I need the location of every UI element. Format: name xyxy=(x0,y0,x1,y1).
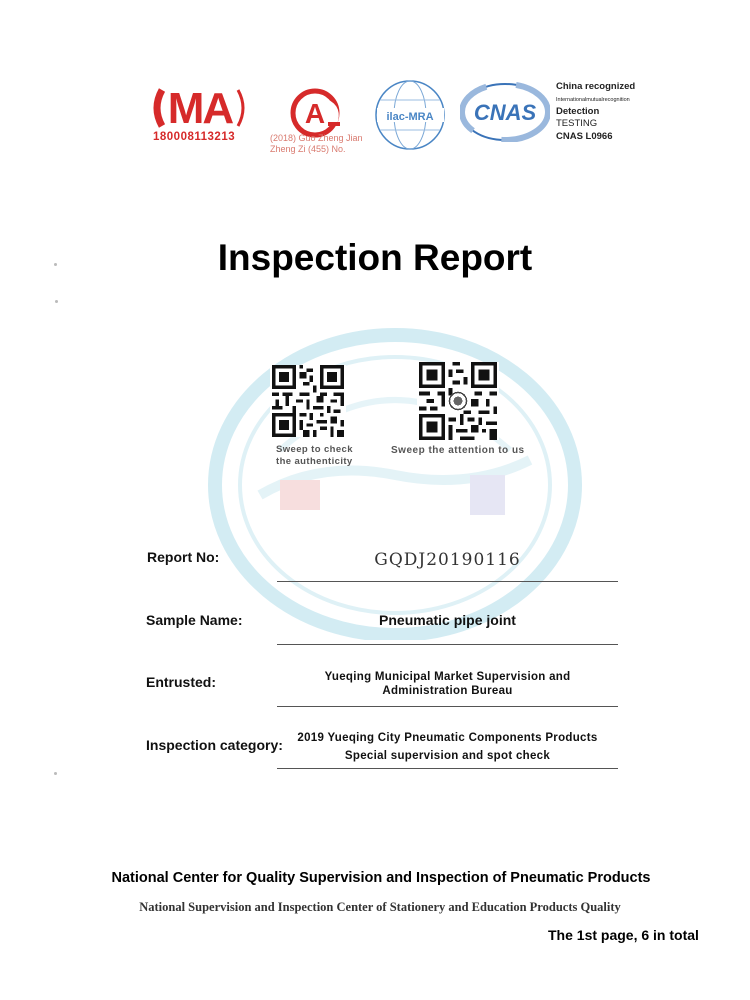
entrusted-underline xyxy=(277,706,618,707)
inspection-category-value xyxy=(277,729,618,765)
inspection-category-label: Inspection category: xyxy=(146,737,283,753)
cal-certificate-text: (2018) Guo Zheng Jian Zheng Zi (455) No. xyxy=(270,133,363,154)
entrusted-value xyxy=(277,670,618,698)
cnas-line-1: China recognized xyxy=(556,81,636,92)
report-no-label: Report No: xyxy=(147,549,220,565)
follow-us-qr-code[interactable] xyxy=(417,362,499,440)
ilac-mra-logo xyxy=(373,78,448,153)
scan-speck xyxy=(55,300,58,303)
entrusted-value-line-1: Yueqing Municipal Market Supervision and xyxy=(324,671,571,683)
page-count: The 1st page, 6 in total xyxy=(548,927,699,943)
svg-text:MA: MA xyxy=(167,84,233,133)
inspection-category-line-1: 2019 Yueqing City Pneumatic Components Products xyxy=(297,732,598,744)
entrusted-label: Entrusted: xyxy=(146,674,216,690)
sample-name-label: Sample Name: xyxy=(146,612,243,628)
inspection-category-underline xyxy=(277,768,618,769)
page-title: Inspection Report xyxy=(217,237,533,278)
ilac-mra-text: ilac-MRA xyxy=(386,111,434,123)
svg-text:CNAS: CNAS xyxy=(473,100,537,125)
qr-follow-label: Sweep the attention to us xyxy=(391,445,525,456)
cnas-line-2: Internationalmutualrecognition xyxy=(556,96,630,103)
scan-speck xyxy=(54,263,57,266)
cnas-logo xyxy=(460,82,550,142)
cal-logo xyxy=(282,88,348,138)
scan-speck xyxy=(54,772,57,775)
inspection-category-line-2: Special supervision and spot check xyxy=(344,750,551,762)
qr-authenticity-label: Sweep to check the authenticity xyxy=(276,444,353,467)
sample-name-value: Pneumatic pipe joint xyxy=(379,612,516,628)
watermark-emblem xyxy=(200,310,590,640)
report-no-underline xyxy=(277,581,618,582)
cnas-line-5: CNAS L0966 xyxy=(556,130,613,142)
authenticity-qr-code[interactable] xyxy=(270,365,346,437)
entrusted-value-line-2: Administration Bureau xyxy=(382,685,513,697)
cnas-line-3: Detection xyxy=(556,105,600,117)
svg-text:A: A xyxy=(304,98,326,129)
sample-name-underline xyxy=(277,644,618,645)
secondary-center-name: National Supervision and Inspection Center of Stationery and Education Products Quality xyxy=(139,900,621,914)
report-no-value: GQDJ20190116 xyxy=(374,550,521,570)
cnas-caption xyxy=(556,81,656,143)
cma-number: 180008113213 xyxy=(153,131,236,143)
cnas-line-4: TESTING xyxy=(556,118,598,129)
issuing-center-name: National Center for Quality Supervision and Inspection of Pneumatic Products xyxy=(111,870,651,886)
